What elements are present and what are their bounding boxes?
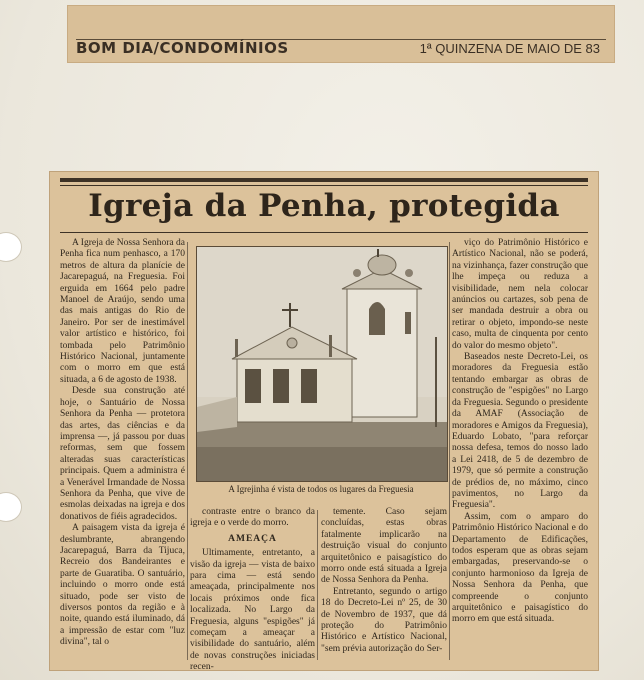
paragraph: A paisagem vista da igreja é deslumbrante, abrangendo Jacarepaguá, Barra da Tijuca, Recreio dos Bandeirantes e parte de Guaratiba. O santuário, incluindo o morro onde está situado, pode ser visto de diversos pontos da região e à noite, quando está iluminado, dá a impressão de estar com "luz divina", tal o [60,523,185,648]
column-separator [187,242,188,660]
paragraph: viço do Patrimônio Histórico e Artístico Nacional, não se poderá, na vizinhança, fazer construção que lhe impeça ou reduza a visibilidade, nem nela colocar anúncios ou cartazes, sob pena de ser mandada destruir a obra ou retirar o objeto, impondo-se neste caso, multa de cinquenta por cento do valor do mesmo objeto". [452,238,588,351]
paragraph: Baseados neste Decreto-Lei, os moradores da Freguesia estão tentando embargar as obras de construção de "espigões" no Largo da Freguesia. Segundo o presidente da AMAF (Associação de moradores e Amigos da Freguesia), Eduardo Lobato, "para reforçar nossa defesa, temos do nosso lado a Lei 2418, de 5 de dezembro de 1979, que só permite a construção de prédios de, no máximo, cinco pavimentos, no Largo da Freguesia". [452,352,588,511]
paragraph: A Igreja de Nossa Senhora da Penha fica num penhasco, a 170 metros de altura da planície de Jacarepaguá, na Freguesia. Foi erguida em 1664 pelo padre Manoel de Araújo, sendo uma das mais antigas do Rio de Janeiro. Por ser de inestimável valor artístico e histórico, foi tombada pelo Patrimônio Histórico Nacional, juntamente com o morro em que está situada, a 6 de agosto de 1938. [60,238,185,385]
masthead: BOM DIA/CONDOMÍNIOS [76,39,289,57]
paragraph: contraste entre o branco da igreja e o verde do morro. [190,507,315,529]
paragraph: Desde sua construção até hoje, o Santuário de Nossa Senhora da Penha — protetora das artes, das ciências e da imprensa —, já passou por duas reformas, sem que fossem alteradas suas características principais. Quem a administra é a Venerável Irmandade de Nossa Senhora da Penha, que vive de esmolas deixadas na igreja e dos donativos de fiéis agradecidos. [60,386,185,522]
section-subhead: AMEAÇA [228,533,277,544]
church-photo [196,246,448,482]
paragraph: temente. Caso sejam concluídas, estas obras fatalmente implicarão na destruição visual do conjunto arquitetônico e paisagístico do morro onde está situada a Igreja de Nossa Senhora da Penha. [321,507,447,586]
article-clipping [50,172,598,673]
article-column-2 [190,507,315,673]
paragraph: Ultimamente, entretanto, a visão da igreja — vista de baixo para cima — está sendo ameaçada, principalmente nos locais próximos onde fica localizada. No Largo da Freguesia, alguns "espigões" já começam a ameaçar a visibilidade do santuário, além de novas construções iniciadas recen- [190,548,315,673]
paragraph: Entretanto, segundo o artigo 18 do Decreto-Lei nº 25, de 30 de Novembro de 1937, que dá proteção do Patrimônio Histórico e Artístico Nacional, "sem prévia autorização do Ser- [321,586,447,654]
article-column-4 [452,238,588,662]
article-column-1 [60,238,185,662]
top-thick-rule [60,178,588,182]
paragraph: Assim, com o amparo do Patrimônio Histórico Nacional e do Departamento de Edificações, todos esperam que as obras sejam embargadas, preservando-se o conjunto harmonioso da Igreja de Nossa Senhora da Penha, que compreende o conjunto arquitetônico e paisagístico do morro em que está situada. [452,511,588,625]
article-column-3 [321,507,447,662]
top-thin-rule [60,185,588,186]
issue-date: 1ª QUINZENA DE MAIO DE 83 [419,41,600,56]
church-illustration [197,247,447,481]
headline-rule [60,232,588,233]
newspaper-header-strip [68,6,614,62]
photo-caption: A Igrejinha é vista de todos os lugares da Freguesia [228,484,414,494]
article-headline: Igreja da Penha, protegida [88,188,560,224]
column-separator [449,242,450,660]
column-separator [317,510,318,660]
